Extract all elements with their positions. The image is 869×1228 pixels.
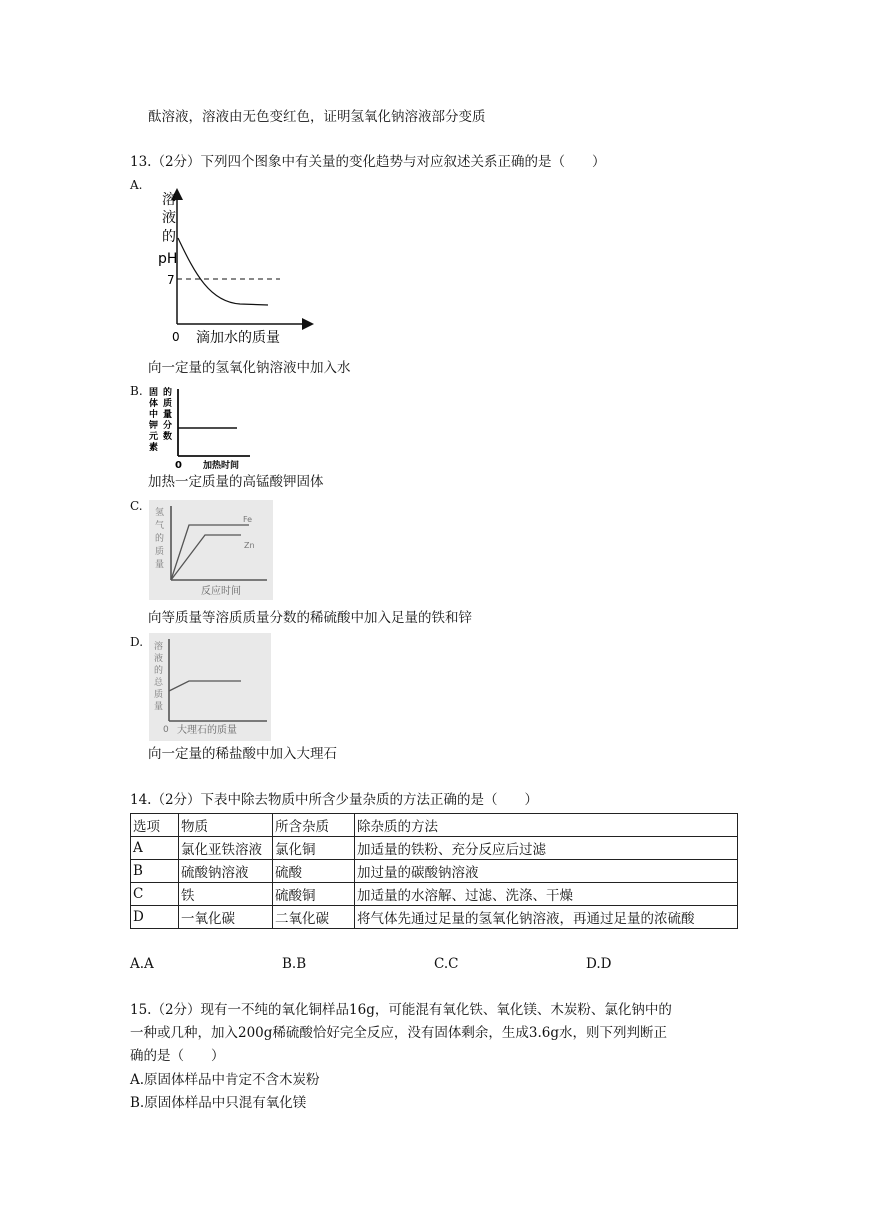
- table-cell: B: [131, 860, 179, 883]
- graph-d-xlabel: 大理石的质量: [177, 725, 237, 736]
- table-row: [131, 883, 738, 906]
- graph-c-ylabel-4: 质: [155, 547, 165, 557]
- continuation-text: 酞溶液，溶液由无色变红色，证明氢氧化钠溶液部分变质: [148, 109, 486, 125]
- graph-a-ylabel-2: 液: [162, 210, 176, 226]
- question-15-line-3: 确的是（ ）: [130, 1048, 225, 1064]
- q14-choice-c: C.C: [434, 956, 459, 972]
- table-cell: 加适量的水溶解、过滤、洗涤、干燥: [355, 883, 738, 906]
- table-cell: 氯化亚铁溶液: [179, 837, 273, 860]
- question-14-stem: 14.（2分）下表中除去物质中所含少量杂质的方法正确的是（ ）: [130, 792, 539, 808]
- table-cell: C: [131, 883, 179, 906]
- q14-choice-a: A.A: [130, 956, 154, 972]
- impurity-table: [130, 813, 738, 929]
- q13-option-a-label: A.: [130, 178, 143, 192]
- graph-a-ylabel-1: 溶: [162, 192, 176, 208]
- graph-c-ylabel-5: 量: [155, 560, 165, 570]
- graph-c-series-zn: Zn: [244, 541, 255, 550]
- graph-b-ylabel-a1: 固: [149, 388, 159, 398]
- graph-c-xlabel: 反应时间: [201, 586, 241, 597]
- graph-d-ylabel-3: 的: [154, 666, 164, 676]
- graph-a-ytick-7: 7: [167, 273, 175, 287]
- graph-a-xlabel: 滴加水的质量: [196, 330, 280, 346]
- graph-b-ylabel-a3: 中: [149, 410, 159, 420]
- graph-b-xlabel: 加热时间: [203, 461, 240, 471]
- graph-b-ylabel-a2: 体: [149, 399, 159, 409]
- table-header-cell: 选项: [131, 814, 179, 837]
- q13-option-c-label: C.: [130, 499, 143, 513]
- table-cell: 铁: [179, 883, 273, 906]
- graph-a-ylabel-3: 的: [162, 229, 176, 245]
- table-row: [131, 906, 738, 929]
- graph-b-ylabel-b3: 量: [163, 410, 173, 420]
- q14-choice-d: D.D: [586, 956, 612, 972]
- q13-graph-b: [145, 383, 270, 471]
- q15-option-b: B.原固体样品中只混有氧化镁: [130, 1095, 307, 1111]
- graph-c-series-fe: Fe: [243, 515, 253, 524]
- graph-b-ylabel-a6: 素: [149, 443, 159, 453]
- q13-graph-a: [140, 184, 320, 350]
- graph-b-ylabel-b2: 质: [163, 399, 173, 409]
- q13-graph-c: [149, 500, 273, 600]
- question-13-stem: 13.（2分）下列四个图象中有关量的变化趋势与对应叙述关系正确的是（ ）: [130, 154, 606, 170]
- table-header-row: [131, 814, 738, 837]
- q15-option-a: A.原固体样品中肯定不含木炭粉: [130, 1072, 320, 1088]
- graph-a-origin: 0: [172, 330, 180, 344]
- graph-d-ylabel-2: 液: [154, 654, 164, 664]
- graph-b-ylabel-b4: 分: [163, 421, 173, 431]
- graph-d-ylabel-4: 总: [154, 678, 164, 688]
- graph-c-ylabel-1: 氢: [155, 508, 165, 518]
- table-cell: 硫酸铜: [273, 883, 355, 906]
- table-header-cell: 物质: [179, 814, 273, 837]
- q13-option-b-label: B.: [130, 384, 143, 398]
- graph-d-origin: 0: [163, 725, 169, 735]
- q13-graph-d: [149, 633, 271, 741]
- graph-b-ylabel-a5: 元: [149, 432, 159, 442]
- graph-b-origin: 0: [175, 460, 182, 471]
- q14-choice-b: B.B: [282, 956, 307, 972]
- table-row: [131, 860, 738, 883]
- graph-b-ylabel-b1: 的: [163, 388, 173, 398]
- table-header-cell: 除杂质的方法: [355, 814, 738, 837]
- table-cell: 加过量的碳酸钠溶液: [355, 860, 738, 883]
- graph-c-ylabel-2: 气: [155, 521, 165, 531]
- graph-a-ylabel-4: pH: [158, 251, 178, 267]
- table-cell: D: [131, 906, 179, 929]
- graph-d-ylabel-5: 质: [154, 690, 164, 700]
- q13-option-d-label: D.: [130, 635, 144, 649]
- question-15-line-1: 15.（2分）现有一不纯的氧化铜样品16g，可能混有氧化铁、氧化镁、木炭粉、氯化钠中的: [130, 1002, 672, 1018]
- table-cell: 二氧化碳: [273, 906, 355, 929]
- question-15-line-2: 一种或几种，加入200g稀硫酸恰好完全反应，没有固体剩余，生成3.6g水，则下列判断正: [130, 1025, 668, 1041]
- q13-option-c-caption: 向等质量等溶质质量分数的稀硫酸中加入足量的铁和锌: [148, 610, 472, 626]
- graph-b-ylabel-a4: 钾: [149, 421, 159, 431]
- graph-d-ylabel-6: 量: [154, 702, 164, 712]
- table-cell: 硫酸钠溶液: [179, 860, 273, 883]
- table-cell: 氯化铜: [273, 837, 355, 860]
- table-header-cell: 所含杂质: [273, 814, 355, 837]
- table-cell: 加适量的铁粉、充分反应后过滤: [355, 837, 738, 860]
- table-cell: A: [131, 837, 179, 860]
- graph-d-ylabel-1: 溶: [154, 642, 164, 652]
- table-cell: 将气体先通过足量的氢氧化钠溶液，再通过足量的浓硫酸: [355, 906, 738, 929]
- table-row: [131, 837, 738, 860]
- table-cell: 一氧化碳: [179, 906, 273, 929]
- graph-b-ylabel-b5: 数: [163, 432, 173, 442]
- graph-c-ylabel-3: 的: [155, 534, 165, 544]
- table-cell: 硫酸: [273, 860, 355, 883]
- q13-option-d-caption: 向一定量的稀盐酸中加入大理石: [148, 746, 337, 762]
- q13-option-a-caption: 向一定量的氢氧化钠溶液中加入水: [148, 360, 351, 376]
- q13-option-b-caption: 加热一定质量的高锰酸钾固体: [148, 474, 324, 490]
